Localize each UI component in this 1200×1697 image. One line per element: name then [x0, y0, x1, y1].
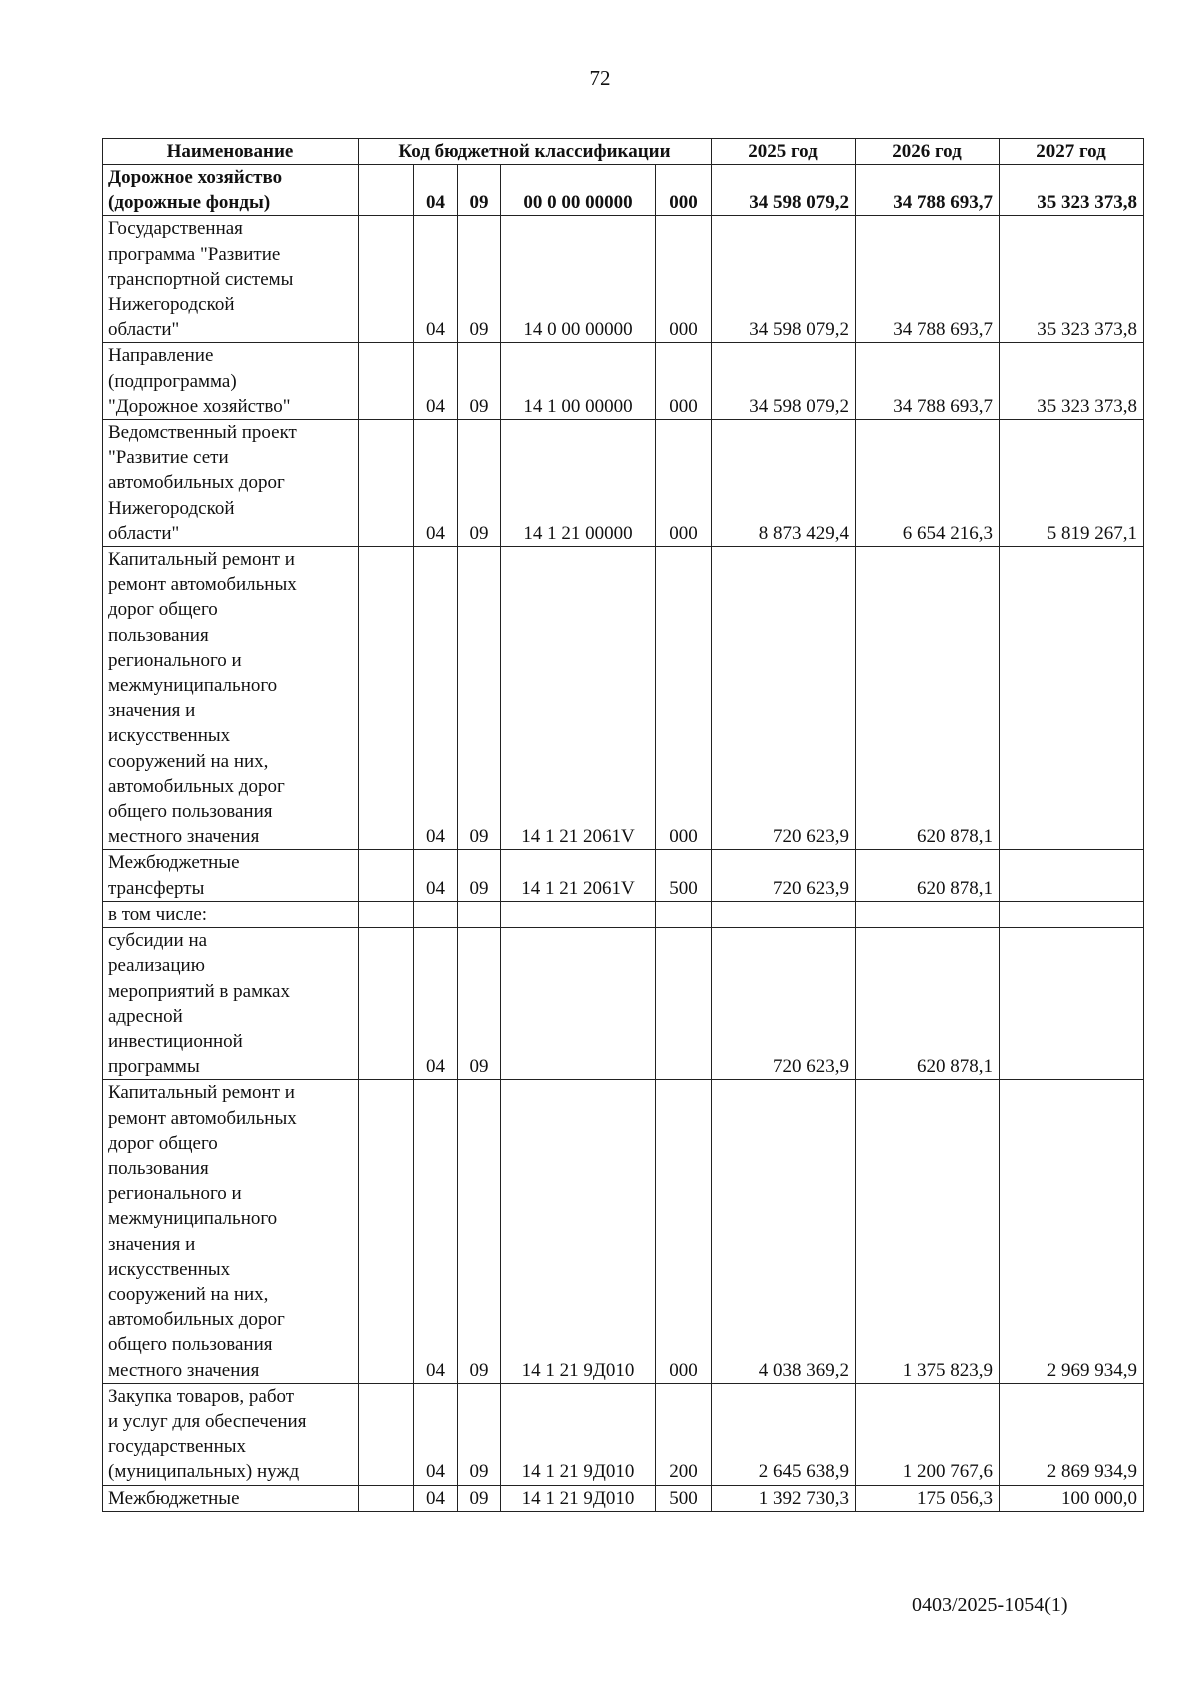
- cell-vr: 000: [656, 216, 712, 343]
- cell-sub: 09: [458, 343, 501, 420]
- row-name-line: регионального и: [108, 649, 242, 671]
- table-row: [103, 165, 1144, 216]
- cell-csr: [501, 928, 656, 1080]
- cell-vr: 500: [656, 1485, 712, 1511]
- row-name-line: регионального и: [108, 1183, 242, 1205]
- cell-sec: 04: [414, 165, 458, 216]
- row-name: [103, 420, 359, 547]
- row-name-line: общего пользования: [108, 801, 273, 823]
- cell-sub: 09: [458, 1485, 501, 1511]
- cell-y2027: 2 969 934,9: [1000, 1080, 1144, 1383]
- cell-csr: 14 1 00 00000: [501, 343, 656, 420]
- row-name-line: Дорожное хозяйство: [108, 167, 283, 188]
- row-name-line: инвестиционной: [108, 1030, 243, 1052]
- table-row: [103, 1485, 1144, 1511]
- row-name: [103, 165, 359, 216]
- row-name-line: трансферты: [108, 877, 205, 899]
- cell-y2027: 35 323 373,8: [1000, 165, 1144, 216]
- row-name-line: Ведомственный проект: [108, 422, 297, 444]
- cell-y2025: 720 623,9: [712, 850, 856, 901]
- row-name-line: значения и: [108, 700, 196, 722]
- row-name-line: "Дорожное хозяйство": [108, 395, 291, 417]
- cell-sub: 09: [458, 1080, 501, 1383]
- row-name-line: сооружений на них,: [108, 750, 269, 772]
- row-name-line: реализацию: [108, 955, 205, 977]
- cell-y2025: 34 598 079,2: [712, 216, 856, 343]
- cell-sub: 09: [458, 850, 501, 901]
- row-name-line: общего пользования: [108, 1334, 273, 1356]
- row-name-line: Закупка товаров, работ: [108, 1385, 295, 1407]
- cell-vr: 000: [656, 547, 712, 850]
- cell-csr: [501, 901, 656, 927]
- row-name-line: межмуниципального: [108, 1208, 278, 1230]
- cell-sec: 04: [414, 1383, 458, 1485]
- cell-y2026: 34 788 693,7: [856, 216, 1000, 343]
- cell-y2026: 175 056,3: [856, 1485, 1000, 1511]
- table-row: [103, 850, 1144, 901]
- row-name-line: области": [108, 522, 180, 544]
- row-name: [103, 901, 359, 927]
- row-name: [103, 216, 359, 343]
- cell-sub: 09: [458, 547, 501, 850]
- cell-y2025: 720 623,9: [712, 928, 856, 1080]
- cell-y2026: 1 375 823,9: [856, 1080, 1000, 1383]
- cell-vr: 500: [656, 850, 712, 901]
- row-name-line: (муниципальных) нужд: [108, 1461, 300, 1483]
- row-name-line: (подпрограмма): [108, 370, 237, 392]
- cell-csr: 14 1 21 2061V: [501, 850, 656, 901]
- budget-table: [102, 138, 1144, 1512]
- row-name-line: ремонт автомобильных: [108, 1107, 297, 1129]
- row-name-line: искусственных: [108, 1258, 231, 1280]
- table-row: [103, 1383, 1144, 1485]
- row-name-line: Межбюджетные: [108, 852, 240, 874]
- row-name-line: автомобильных дорог: [108, 472, 285, 494]
- row-name-line: сооружений на них,: [108, 1283, 269, 1305]
- cell-y2026: 34 788 693,7: [856, 165, 1000, 216]
- cell-y2025: 1 392 730,3: [712, 1485, 856, 1511]
- row-name-line: ремонт автомобильных: [108, 574, 297, 596]
- cell-blank: [359, 928, 414, 1080]
- cell-csr: 14 1 21 9Д010: [501, 1485, 656, 1511]
- row-name: [103, 1485, 359, 1511]
- cell-y2027: 5 819 267,1: [1000, 420, 1144, 547]
- table-row: [103, 420, 1144, 547]
- row-name-line: транспортной системы: [108, 268, 294, 290]
- cell-sec: 04: [414, 928, 458, 1080]
- cell-y2025: [712, 901, 856, 927]
- cell-vr: 000: [656, 420, 712, 547]
- row-name-line: "Развитие сети: [108, 447, 229, 469]
- cell-blank: [359, 1485, 414, 1511]
- cell-y2027: 2 869 934,9: [1000, 1383, 1144, 1485]
- cell-vr: 000: [656, 343, 712, 420]
- cell-vr: [656, 901, 712, 927]
- row-name-line: Нижегородской: [108, 294, 235, 316]
- row-name-line: пользования: [108, 624, 209, 646]
- cell-blank: [359, 547, 414, 850]
- cell-vr: 000: [656, 1080, 712, 1383]
- row-name: [103, 343, 359, 420]
- cell-sub: 09: [458, 216, 501, 343]
- row-name-line: дорог общего: [108, 1132, 218, 1154]
- table-row: [103, 928, 1144, 1080]
- row-name-line: и услуг для обеспечения: [108, 1410, 307, 1432]
- cell-csr: 14 0 00 00000: [501, 216, 656, 343]
- cell-blank: [359, 165, 414, 216]
- row-name: [103, 1080, 359, 1383]
- cell-sub: [458, 901, 501, 927]
- table-row: [103, 901, 1144, 927]
- header-code: Код бюджетной классификации: [359, 139, 712, 165]
- cell-sub: 09: [458, 928, 501, 1080]
- cell-y2026: 1 200 767,6: [856, 1383, 1000, 1485]
- row-name-line: Капитальный ремонт и: [108, 1082, 295, 1104]
- row-name-line: автомобильных дорог: [108, 1309, 285, 1331]
- cell-vr: 000: [656, 165, 712, 216]
- cell-sec: 04: [414, 1080, 458, 1383]
- cell-y2026: 620 878,1: [856, 928, 1000, 1080]
- row-name: [103, 547, 359, 850]
- header-2027: 2027 год: [1000, 139, 1144, 165]
- table-row: [103, 343, 1144, 420]
- cell-y2025: 720 623,9: [712, 547, 856, 850]
- cell-y2027: 35 323 373,8: [1000, 343, 1144, 420]
- cell-blank: [359, 901, 414, 927]
- row-name-line: местного значения: [108, 826, 260, 848]
- cell-blank: [359, 1080, 414, 1383]
- table-row: [103, 1080, 1144, 1383]
- cell-csr: 14 1 21 9Д010: [501, 1383, 656, 1485]
- cell-blank: [359, 850, 414, 901]
- row-name-line: в том числе:: [108, 903, 208, 925]
- cell-csr: 14 1 21 00000: [501, 420, 656, 547]
- row-name-line: искусственных: [108, 725, 231, 747]
- table-row: [103, 216, 1144, 343]
- row-name-line: значения и: [108, 1233, 196, 1255]
- header-2025: 2025 год: [712, 139, 856, 165]
- cell-sub: 09: [458, 420, 501, 547]
- cell-y2027: [1000, 901, 1144, 927]
- row-name-line: области": [108, 319, 180, 341]
- cell-y2025: 34 598 079,2: [712, 165, 856, 216]
- cell-csr: 14 1 21 9Д010: [501, 1080, 656, 1383]
- cell-sec: 04: [414, 850, 458, 901]
- cell-blank: [359, 1383, 414, 1485]
- cell-blank: [359, 420, 414, 547]
- cell-y2025: 34 598 079,2: [712, 343, 856, 420]
- cell-sec: 04: [414, 343, 458, 420]
- cell-sec: 04: [414, 216, 458, 343]
- cell-sub: 09: [458, 1383, 501, 1485]
- row-name-line: пользования: [108, 1157, 209, 1179]
- row-name-line: Нижегородской: [108, 497, 235, 519]
- row-name-line: Межбюджетные: [108, 1487, 240, 1509]
- cell-y2026: 6 654 216,3: [856, 420, 1000, 547]
- row-name-line: мероприятий в рамках: [108, 980, 290, 1002]
- header-2026: 2026 год: [856, 139, 1000, 165]
- row-name-line: Капитальный ремонт и: [108, 549, 295, 571]
- cell-y2026: 620 878,1: [856, 547, 1000, 850]
- row-name: [103, 850, 359, 901]
- cell-y2027: 35 323 373,8: [1000, 216, 1144, 343]
- row-name-line: адресной: [108, 1005, 183, 1027]
- row-name-line: программы: [108, 1056, 200, 1078]
- row-name-line: Государственная: [108, 218, 243, 240]
- cell-y2026: 34 788 693,7: [856, 343, 1000, 420]
- header-name: Наименование: [103, 139, 359, 165]
- row-name-line: межмуниципального: [108, 675, 278, 697]
- cell-csr: 00 0 00 00000: [501, 165, 656, 216]
- table-header-row: [103, 139, 1144, 165]
- cell-vr: 200: [656, 1383, 712, 1485]
- cell-sub: 09: [458, 165, 501, 216]
- row-name-line: (дорожные фонды): [108, 192, 271, 214]
- page-number: 72: [589, 66, 611, 90]
- table-row: [103, 547, 1144, 850]
- cell-y2027: 100 000,0: [1000, 1485, 1144, 1511]
- cell-blank: [359, 343, 414, 420]
- cell-vr: [656, 928, 712, 1080]
- cell-sec: 04: [414, 420, 458, 547]
- cell-sec: [414, 901, 458, 927]
- cell-sec: 04: [414, 547, 458, 850]
- cell-y2026: 620 878,1: [856, 850, 1000, 901]
- row-name: [103, 928, 359, 1080]
- cell-y2025: 8 873 429,4: [712, 420, 856, 547]
- cell-y2026: [856, 901, 1000, 927]
- cell-csr: 14 1 21 2061V: [501, 547, 656, 850]
- row-name-line: дорог общего: [108, 599, 218, 621]
- row-name-line: субсидии на: [108, 930, 208, 952]
- cell-blank: [359, 216, 414, 343]
- row-name-line: программа "Развитие: [108, 243, 281, 265]
- row-name-line: местного значения: [108, 1359, 260, 1381]
- row-name-line: автомобильных дорог: [108, 775, 285, 797]
- cell-y2027: [1000, 547, 1144, 850]
- row-name: [103, 1383, 359, 1485]
- cell-sec: 04: [414, 1485, 458, 1511]
- row-name-line: Направление: [108, 345, 214, 367]
- document-code: 0403/2025-1054(1): [912, 1594, 1068, 1616]
- row-name-line: государственных: [108, 1436, 247, 1458]
- cell-y2025: 4 038 369,2: [712, 1080, 856, 1383]
- cell-y2025: 2 645 638,9: [712, 1383, 856, 1485]
- cell-y2027: [1000, 928, 1144, 1080]
- cell-y2027: [1000, 850, 1144, 901]
